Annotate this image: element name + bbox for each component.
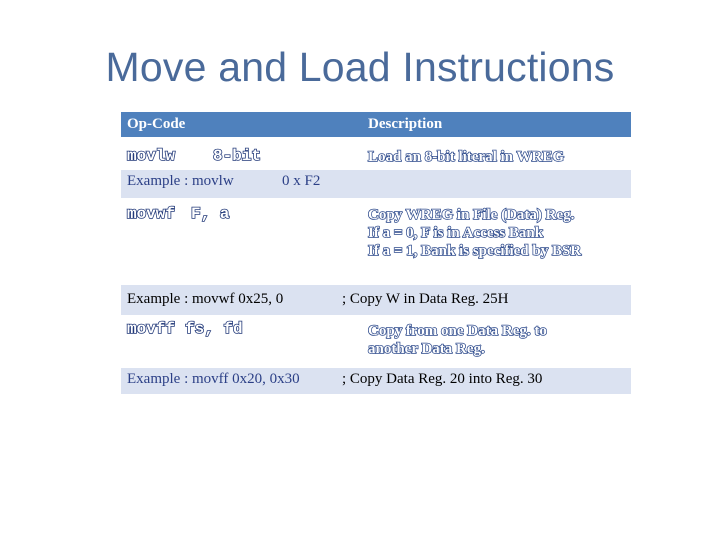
description-movff	[368, 322, 547, 358]
table-row-example-movlw	[121, 170, 631, 198]
table-row-movlw	[121, 143, 631, 170]
table-row-example-movff	[121, 368, 631, 394]
comment-movwf: ; Copy W in Data Reg. 25H	[342, 291, 509, 307]
opcode-movff: movff	[127, 320, 176, 338]
table-row-movff	[121, 315, 631, 368]
description-header: Description	[368, 116, 443, 132]
description-line: another Data Reg.	[368, 341, 485, 357]
table-header	[121, 112, 631, 137]
table-row-example-movwf	[121, 285, 631, 315]
operand-f-a: F, a	[191, 205, 230, 223]
table-row-movwf	[121, 198, 631, 285]
example-movlw: Example : movlw	[127, 173, 234, 189]
example-movwf: Example : movwf 0x25, 0	[127, 291, 284, 307]
comment-movff: ; Copy Data Reg. 20 into Reg. 30	[342, 371, 543, 387]
description-movlw: Load an 8-bit literal in WREG	[368, 149, 564, 165]
slide-title: Move and Load Instructions	[105, 44, 615, 90]
description-movwf	[368, 206, 581, 260]
opcode-movlw: movlw	[127, 147, 176, 165]
example-movff: Example : movff 0x20, 0x30	[127, 371, 300, 387]
example-movlw-operand: 0 x F2	[282, 173, 321, 189]
operand-fs-fd: fs, fd	[185, 320, 243, 338]
description-line: Copy WREG in File (Data) Reg.	[368, 207, 575, 223]
description-line: If a = 1, Bank is specified by BSR	[368, 243, 582, 259]
description-line: If a = 0, F is in Access Bank	[368, 225, 544, 241]
opcode-movwf: movwf	[127, 205, 176, 223]
operand-8bit: 8-bit	[213, 147, 262, 165]
opcode-header: Op-Code	[127, 116, 186, 132]
description-line: Copy from one Data Reg. to	[368, 323, 547, 339]
